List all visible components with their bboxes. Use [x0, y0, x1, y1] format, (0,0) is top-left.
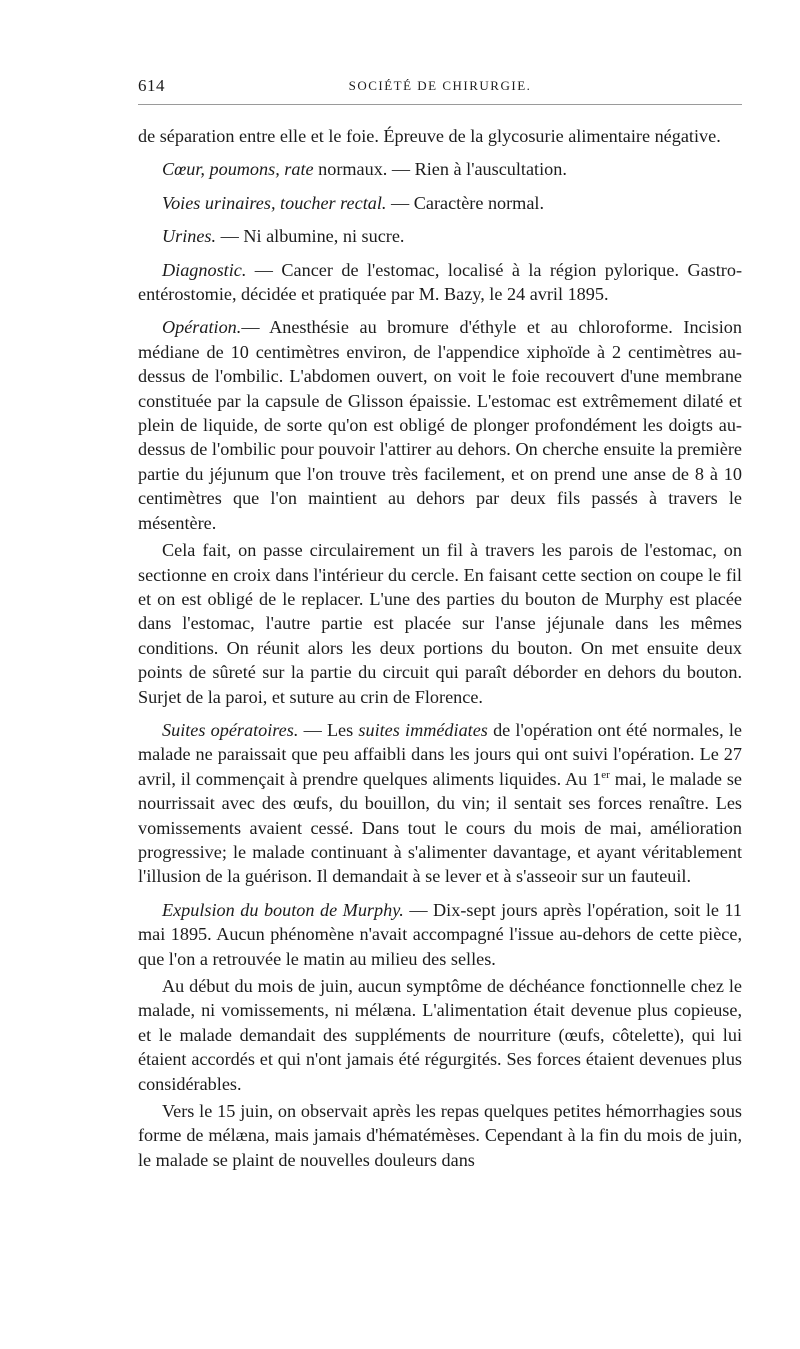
paragraph-june: Au début du mois de juin, aucun symptôme de déchéance fonctionnelle chez le malade, ni vomissements, ni mélæna. L'alimentation était devenue plus copieuse, et le malade demandait des suppléments de nourriture (œufs, côtelette), qui lui étaient accordés et qui n'ont jamais été régurgités. Ses forces étaient devenues plus considérables. [138, 976, 742, 1094]
paragraph-urinary: Voies urinaires, toucher rectal. — Caractère normal. [162, 192, 545, 213]
section-label: Cœur, poumons, rate [162, 159, 314, 180]
ordinal-superscript: er [601, 768, 610, 781]
section-label: Voies urinaires, toucher rectal. [162, 192, 387, 213]
body-text [138, 124, 742, 1172]
section-label: Urines. [162, 226, 217, 247]
paragraph-diagnostic: Diagnostic. — Cancer de l'estomac, localisé à la région pylorique. Gastro-entérostomie, décidée et pratiquée par M. Bazy, le 24 avril 1895. [138, 259, 742, 305]
paragraph-postop: Suites opératoires. — Les suites immédiates de l'opération ont été normales, le malade ne paraissait que peu affaibli dans les jours qui ont suivi l'opération. Le 27 avril, il commençait à prendre quelques aliments liquides. Au 1er mai, le malade se nourrissait avec des œufs, du bouillon, du vin; il sentait ses forces renaître. Les vomissements avaient cessé. Dans tout le cours du mois de mai, amélioration progressive; le malade continuant à s'alimenter davantage, et ayant véritablement l'illusion de la guérison. Il demandait à se lever et à s'asseoir sur un fauteuil. [138, 719, 743, 887]
paragraph-continuation: de séparation entre elle et le foie. Épreuve de la glycosurie alimentaire négative. [138, 126, 721, 146]
section-label: Suites opératoires. [162, 719, 299, 740]
paragraph-procedure: Cela fait, on passe circulairement un fil à travers les parois de l'estomac, on sectionne en croix dans l'intérieur du cercle. En faisant cette section on coupe le fil et on est obligé de le replacer. L'une des parties du bouton de Murphy est placée dans l'estomac, l'autre partie est placée sur l'anse jéjunale dans les mêmes conditions. On réunit alors les deux portions du bouton. On met ensuite deux points de sûreté sur la partie du circuit qui paraît déborder en dehors du bouton. Surjet de la paroi, et suture au crin de Florence. [138, 540, 742, 707]
paragraph-operation: Opération.— Anesthésie au bromure d'éthyle et au chloroforme. Incision médiane de 10 centimètres environ, de l'appendice xiphoïde à 2 centimètres au-dessus de l'ombilic. L'abdomen ouvert, on voit le foie recouvert d'une membrane constituée par la capsule de Glisson épaissie. L'estomac est extrêmement dilaté et plein de liquide, de sorte qu'on est obligé de plonger profondément les doigts au-dessus de l'ombilic pour pouvoir l'attirer au dehors. On cherche ensuite la première partie du jéjunum que l'on trouve très facilement, et on prend une anse de 8 à 10 centimètres que l'on maintient au dehors par deux fils passés à travers le mésentère. [138, 317, 742, 533]
page-header [138, 76, 742, 102]
inline-emphasis: suites immédiates [358, 719, 488, 740]
page-number: 614 [138, 76, 165, 95]
section-label: Expulsion du bouton de Murphy. [162, 899, 404, 920]
paragraph-mid-june: Vers le 15 juin, on observait après les repas quelques petites hémorrhagies sous forme de mélæna, mais jamais d'hématémèses. Cependant à la fin du mois de juin, le malade se plaint de nouvelles douleurs dans [138, 1101, 742, 1170]
paragraph-heart-lungs: Cœur, poumons, rate normaux. — Rien à l'auscultation. [162, 159, 567, 180]
paragraph-expulsion: Expulsion du bouton de Murphy. — Dix-sept jours après l'opération, soit le 11 mai 1895. Aucun phénomène n'avait accompagné l'issue au-dehors de cette pièce, que l'on a retrouvée le matin au milieu des selles. [138, 899, 742, 969]
header-rule [138, 104, 742, 105]
section-label: Diagnostic. [162, 259, 247, 280]
paragraph-urines: Urines. — Ni albumine, ni sucre. [162, 226, 405, 247]
running-title: SOCIÉTÉ DE CHIRURGIE. [348, 78, 532, 93]
section-label: Opération. [162, 317, 242, 338]
